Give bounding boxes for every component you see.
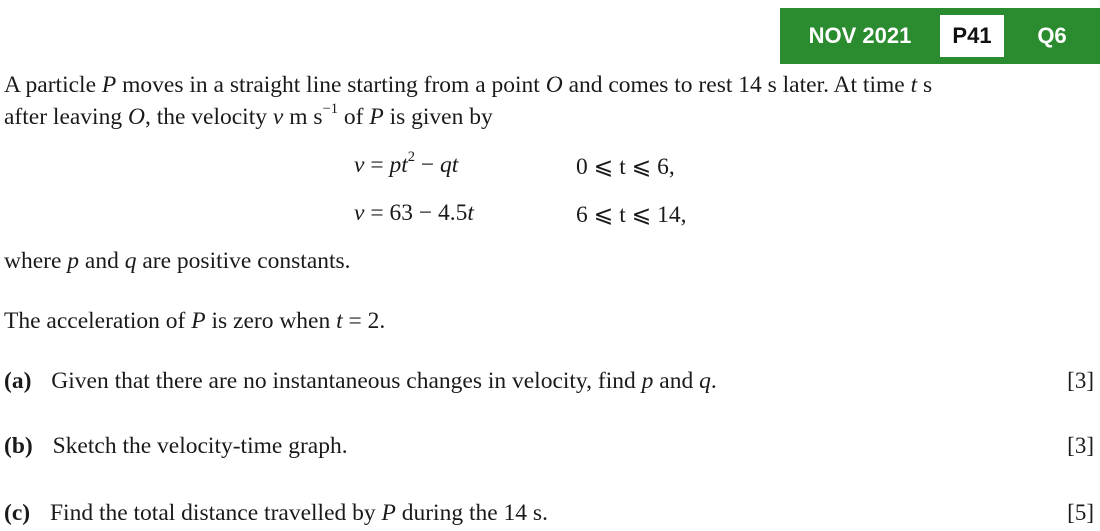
equation-2-range: 6 ⩽ t ⩽ 14,: [576, 202, 687, 228]
constants-statement: where p and q are positive constants.: [4, 248, 351, 274]
question-reference-badge: [780, 8, 1100, 64]
paper-label: P41: [940, 15, 1004, 57]
intro-line-1: A particle P moves in a straight line starting from a point O and comes to rest 14 s later. At time t s: [4, 72, 933, 98]
part-c: (c) Find the total distance travelled by P during the 14 s.: [4, 500, 548, 526]
part-b-marks: [3]: [1067, 433, 1094, 458]
part-b-label: (b): [4, 433, 33, 459]
acceleration-statement: The acceleration of P is zero when t = 2.: [4, 308, 386, 334]
part-a-marks: [3]: [1067, 368, 1094, 393]
part-a: (a) Given that there are no instantaneous changes in velocity, find p and q.: [4, 368, 717, 394]
equation-2: v = 63 − 4.5t: [354, 200, 474, 226]
part-a-label: (a): [4, 368, 32, 394]
part-c-marks: [5]: [1067, 500, 1094, 525]
question-number-label: Q6: [1037, 23, 1067, 48]
intro-line-2: after leaving O, the velocity v m $s^{-1}$ of P is given by: [4, 101, 493, 130]
equation-1-range: 0 ⩽ t ⩽ 6,: [576, 154, 675, 180]
session-label: NOV 2021: [808, 23, 912, 48]
part-c-label: (c): [4, 500, 31, 526]
part-b: (b) Sketch the velocity-time graph.: [4, 433, 348, 459]
equation-1: $v = pt^2$ − qt: [354, 149, 459, 178]
